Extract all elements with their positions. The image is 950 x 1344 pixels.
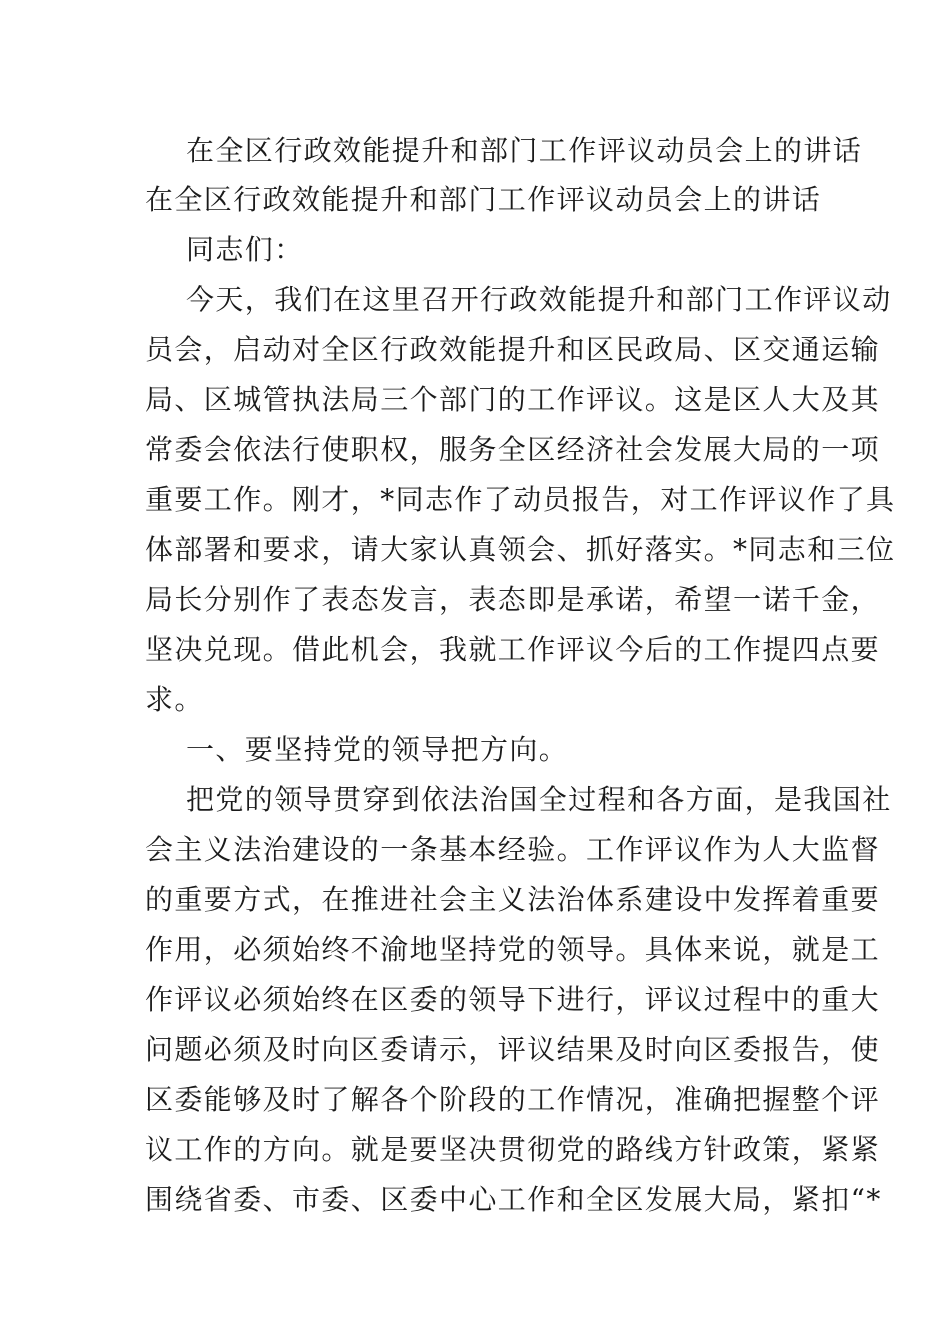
body-line: 围绕省委、市委、区委中心工作和全区发展大局，紧扣“* bbox=[145, 1183, 882, 1216]
body-line: 会主义法治建设的一条基本经验。工作评议作为人大监督 bbox=[145, 833, 881, 866]
body-line: 体部署和要求，请大家认真领会、抓好落实。*同志和三位 bbox=[145, 533, 896, 566]
body-line: 员会，启动对全区行政效能提升和区民政局、区交通运输 bbox=[145, 333, 881, 366]
body-line: 求。 bbox=[145, 683, 204, 716]
body-line: 坚决兑现。借此机会，我就工作评议今后的工作提四点要 bbox=[145, 633, 881, 666]
body-line: 的重要方式，在推进社会主义法治体系建设中发挥着重要 bbox=[145, 883, 881, 916]
body-line: 问题必须及时向区委请示，评议结果及时向区委报告，使 bbox=[145, 1033, 881, 1066]
body-line: 局长分别作了表态发言，表态即是承诺，希望一诺千金， bbox=[145, 583, 881, 616]
document-subtitle: 在全区行政效能提升和部门工作评议动员会上的讲话 bbox=[145, 183, 822, 216]
body-line: 作评议必须始终在区委的领导下进行，评议过程中的重大 bbox=[145, 983, 881, 1016]
body-line: 议工作的方向。就是要坚决贯彻党的路线方针政策，紧紧 bbox=[145, 1133, 881, 1166]
body-line: 作用，必须始终不渝地坚持党的领导。具体来说，就是工 bbox=[145, 933, 881, 966]
body-line: 把党的领导贯穿到依法治国全过程和各方面，是我国社 bbox=[186, 783, 892, 816]
document-title: 在全区行政效能提升和部门工作评议动员会上的讲话 bbox=[186, 134, 863, 167]
body-line: 局、区城管执法局三个部门的工作评议。这是区人大及其 bbox=[145, 383, 881, 416]
salutation: 同志们： bbox=[186, 233, 304, 266]
body-line: 常委会依法行使职权，服务全区经济社会发展大局的一项 bbox=[145, 433, 881, 466]
body-line: 重要工作。刚才，*同志作了动员报告，对工作评议作了具 bbox=[145, 483, 896, 516]
body-line: 今天，我们在这里召开行政效能提升和部门工作评议动 bbox=[186, 283, 892, 316]
section-heading: 一、要坚持党的领导把方向。 bbox=[186, 733, 569, 766]
body-line: 区委能够及时了解各个阶段的工作情况，准确把握整个评 bbox=[145, 1083, 881, 1116]
